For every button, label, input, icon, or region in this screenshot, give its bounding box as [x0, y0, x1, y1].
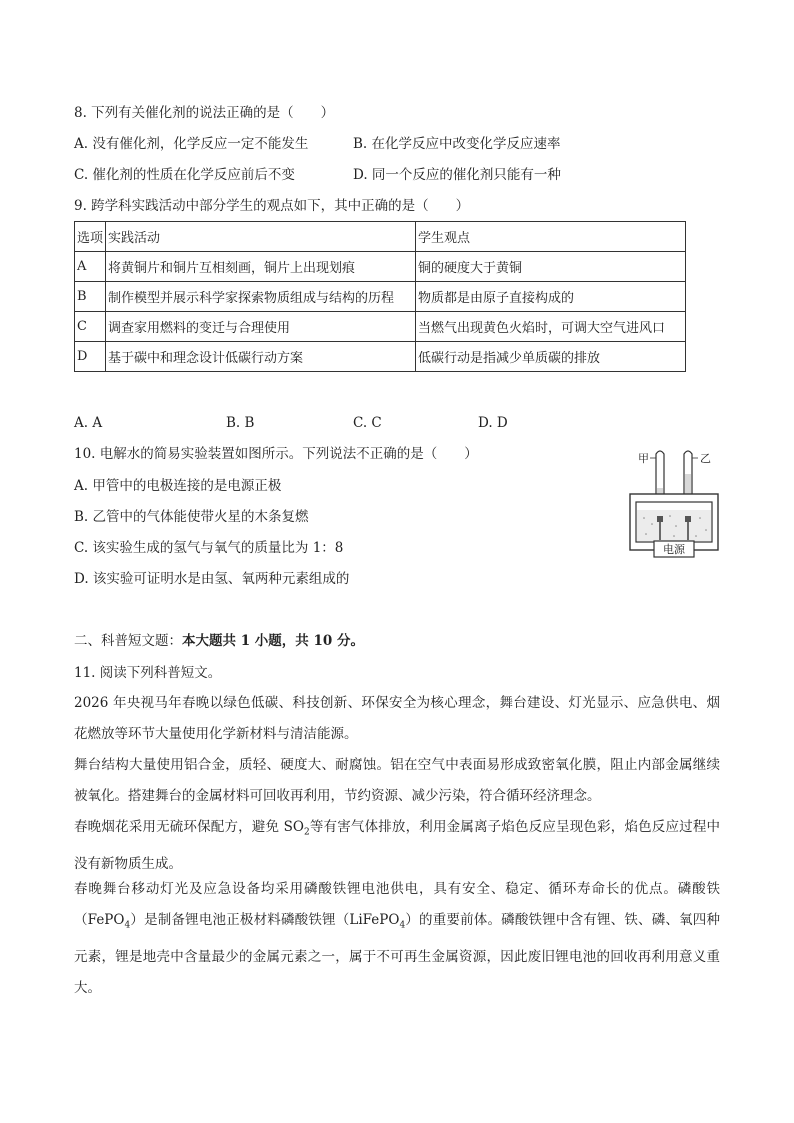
table-cell: 调查家用燃料的变迁与合理使用 [106, 312, 416, 342]
q9-option-d[interactable]: D. D [478, 415, 508, 431]
table-header-cell: 实践活动 [106, 222, 416, 252]
table-cell: C [75, 312, 106, 342]
paragraph-text: 春晚舞台移动灯光及应急设备均采用磷酸铁锂电池供电，具有安全、稳定、循环寿命长的优点。磷酸铁（FePO [74, 881, 720, 928]
table-cell: 低碳行动是指减少单质碳的排放 [416, 342, 686, 372]
table-row [75, 312, 686, 342]
q11-paragraph-3 [74, 812, 720, 880]
q9-option-a[interactable]: A. A [74, 415, 103, 431]
table-row [75, 252, 686, 282]
q10-option-c[interactable]: C. 该实验生成的氢气与氧气的质量比为 1：8 [74, 540, 344, 556]
power-supply-label: 电源 [663, 543, 685, 556]
q10-stem: 10. 电解水的简易实验装置如图所示。下列说法不正确的是（ ） [74, 446, 478, 462]
tube-yi-label: 乙 [700, 452, 711, 465]
section-heading [74, 632, 364, 650]
table-header-cell: 选项 [75, 222, 106, 252]
table-cell: 制作模型并展示科学家探索物质组成与结构的历程 [106, 282, 416, 312]
table-row [75, 342, 686, 372]
electrolysis-apparatus-figure [626, 444, 722, 564]
q8-stem: 8. 下列有关催化剂的说法正确的是（ ） [74, 105, 335, 121]
q8-option-c[interactable]: C. 催化剂的性质在化学反应前后不变 [74, 167, 295, 183]
table-header-row [75, 222, 686, 252]
q9-option-c[interactable]: C. C [353, 415, 382, 431]
table-cell: 将黄铜片和铜片互相刻画，铜片上出现划痕 [106, 252, 416, 282]
tube-jia-label: 甲 [638, 452, 649, 465]
table-row [75, 282, 686, 312]
table-header-cell: 学生观点 [416, 222, 686, 252]
q10-option-a[interactable]: A. 甲管中的电极连接的是电源正极 [74, 478, 282, 494]
table-cell: D [75, 342, 106, 372]
q10-option-d[interactable]: D. 该实验可证明水是由氢、氧两种元素组成的 [74, 571, 350, 587]
table-cell: 当燃气出现黄色火焰时，可调大空气进风口 [416, 312, 686, 342]
table-cell: A [75, 252, 106, 282]
paragraph-text: ）是制备锂电池正极材料磷酸铁锂（LiFePO [130, 912, 400, 928]
table-cell: 物质都是由原子直接构成的 [416, 282, 686, 312]
electrolysis-apparatus-diagram [626, 444, 722, 564]
subscript: 4 [399, 920, 406, 931]
q8-option-d[interactable]: D. 同一个反应的催化剂只能有一种 [353, 167, 561, 183]
table-cell: B [75, 282, 106, 312]
q11-paragraph-2: 舞台结构大量使用铝合金，质轻、硬度大、耐腐蚀。铝在空气中表面易形成致密氧化膜，阻止内部金属继续被氧化。搭建舞台的金属材料可回收再利用，节约资源、减少污染，符合循环经济理念。 [74, 757, 720, 804]
q9-stem: 9. 跨学科实践活动中部分学生的观点如下，其中正确的是（ ） [74, 198, 470, 214]
subscript: 4 [124, 920, 131, 931]
paragraph-text: 等有害气体排放，利用金属离子焰色反应呈现色彩，焰色反应过程中没有新物质生成。 [74, 819, 721, 872]
table-cell: 基于碳中和理念设计低碳行动方案 [106, 342, 416, 372]
q9-option-b[interactable]: B. B [226, 415, 255, 431]
paragraph-text: 春晚烟花采用无硫环保配方，避免 SO [74, 819, 304, 835]
q11-paragraph-1: 2026 年央视马年春晚以绿色低碳、科技创新、环保安全为核心理念，舞台建设、灯光显示、应急供电、烟花燃放等环节大量使用化学新材料与清洁能源。 [74, 695, 720, 742]
subscript: 2 [303, 827, 310, 838]
q11-paragraph-4 [74, 874, 720, 1004]
section-heading-score: 本大题共 1 小题，共 10 分。 [182, 633, 364, 649]
table-cell: 铜的硬度大于黄铜 [416, 252, 686, 282]
q10-option-b[interactable]: B. 乙管中的气体能使带火星的木条复燃 [74, 509, 309, 525]
q8-option-a[interactable]: A. 没有催化剂，化学反应一定不能发生 [74, 136, 309, 152]
q11-stem: 11. 阅读下列科普短文。 [74, 665, 222, 681]
q9-table [74, 221, 686, 372]
paragraph-text: ）的重要前体。磷酸铁锂中含有锂、铁、磷、氧四种元素，锂是地壳中含量最少的金属元素之一，属于不可再生金属资源，因此废旧锂电池的回收再利用意义重大。 [74, 912, 720, 996]
q8-option-b[interactable]: B. 在化学反应中改变化学反应速率 [353, 136, 561, 152]
section-heading-prefix: 二、科普短文题： [74, 633, 182, 649]
